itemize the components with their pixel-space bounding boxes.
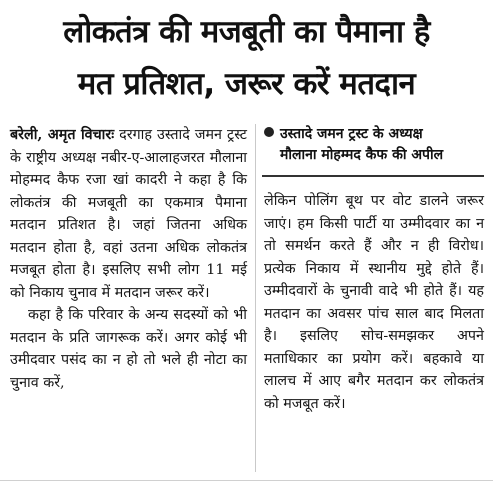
pull-quote-rule <box>262 175 484 177</box>
pull-quote <box>264 124 484 166</box>
pull-quote-line-1: उस्तादे जमन ट्रस्ट के अध्यक्ष <box>280 126 423 142</box>
paragraph-3: लेकिन पोलिंग बूथ पर वोट डालने जरूर जाएं। हम किसी पार्टी या उम्मीदवार का न तो समर्थन करते हैं और न ही विरोध। प्रत्येक निकाय में स्थानीय मुद्दे होते हैं। उम्मीदवारों के चुनावी वादे भी होते हैं। यह मतदान का अवसर पांच साल बाद मिलता है। इसलिए सोच-समझकर अपने मताधिकार का प्रयोग करें। बहकावे या लालच में आए बगैर मतदान कर लोकतंत्र को मजबूत करें। <box>264 193 484 412</box>
article-right-column <box>264 190 484 415</box>
paragraph-1-text: दरगाह उस्तादे जमन ट्रस्ट के राष्ट्रीय अध्यक्ष नबीर-ए-आलाहजरत मौलाना मोहम्मद कैफ रजा खां कादरी ने कहा है कि लोकतंत्र की मजबूती का एकमात्र पैमाना मतदान प्रतिशत है। जहां जितना अधिक मतदान होता है, वहां उतना अधिक लोकतंत्र मजबूत होता है। इसलिए सभी लोग 11 मई को निकाय चुनाव में मतदान जरूर करें। <box>10 127 247 301</box>
paragraph-1 <box>10 124 247 304</box>
article-left-column <box>10 124 247 394</box>
paragraph-2: कहा है कि परिवार के अन्य सदस्यों को भी मतदान के प्रति जागरूक करें। अगर कोई भी उमीदवार पसंद का न हो तो भले ही नोटा का चुनाव करें, <box>10 307 247 391</box>
bullet-icon <box>264 127 274 137</box>
bottom-rule <box>0 480 493 481</box>
column-divider <box>255 124 256 472</box>
dateline: बरेली, अमृत विचारः <box>10 127 115 143</box>
headline-line-1: लोकतंत्र की मजबूती का पैमाना है <box>63 14 430 50</box>
pull-quote-line-2: मौलाना मोहम्मद कैफ की अपील <box>280 147 444 163</box>
headline-line-2: मत प्रतिशत, जरूर करें मतदान <box>77 66 416 102</box>
